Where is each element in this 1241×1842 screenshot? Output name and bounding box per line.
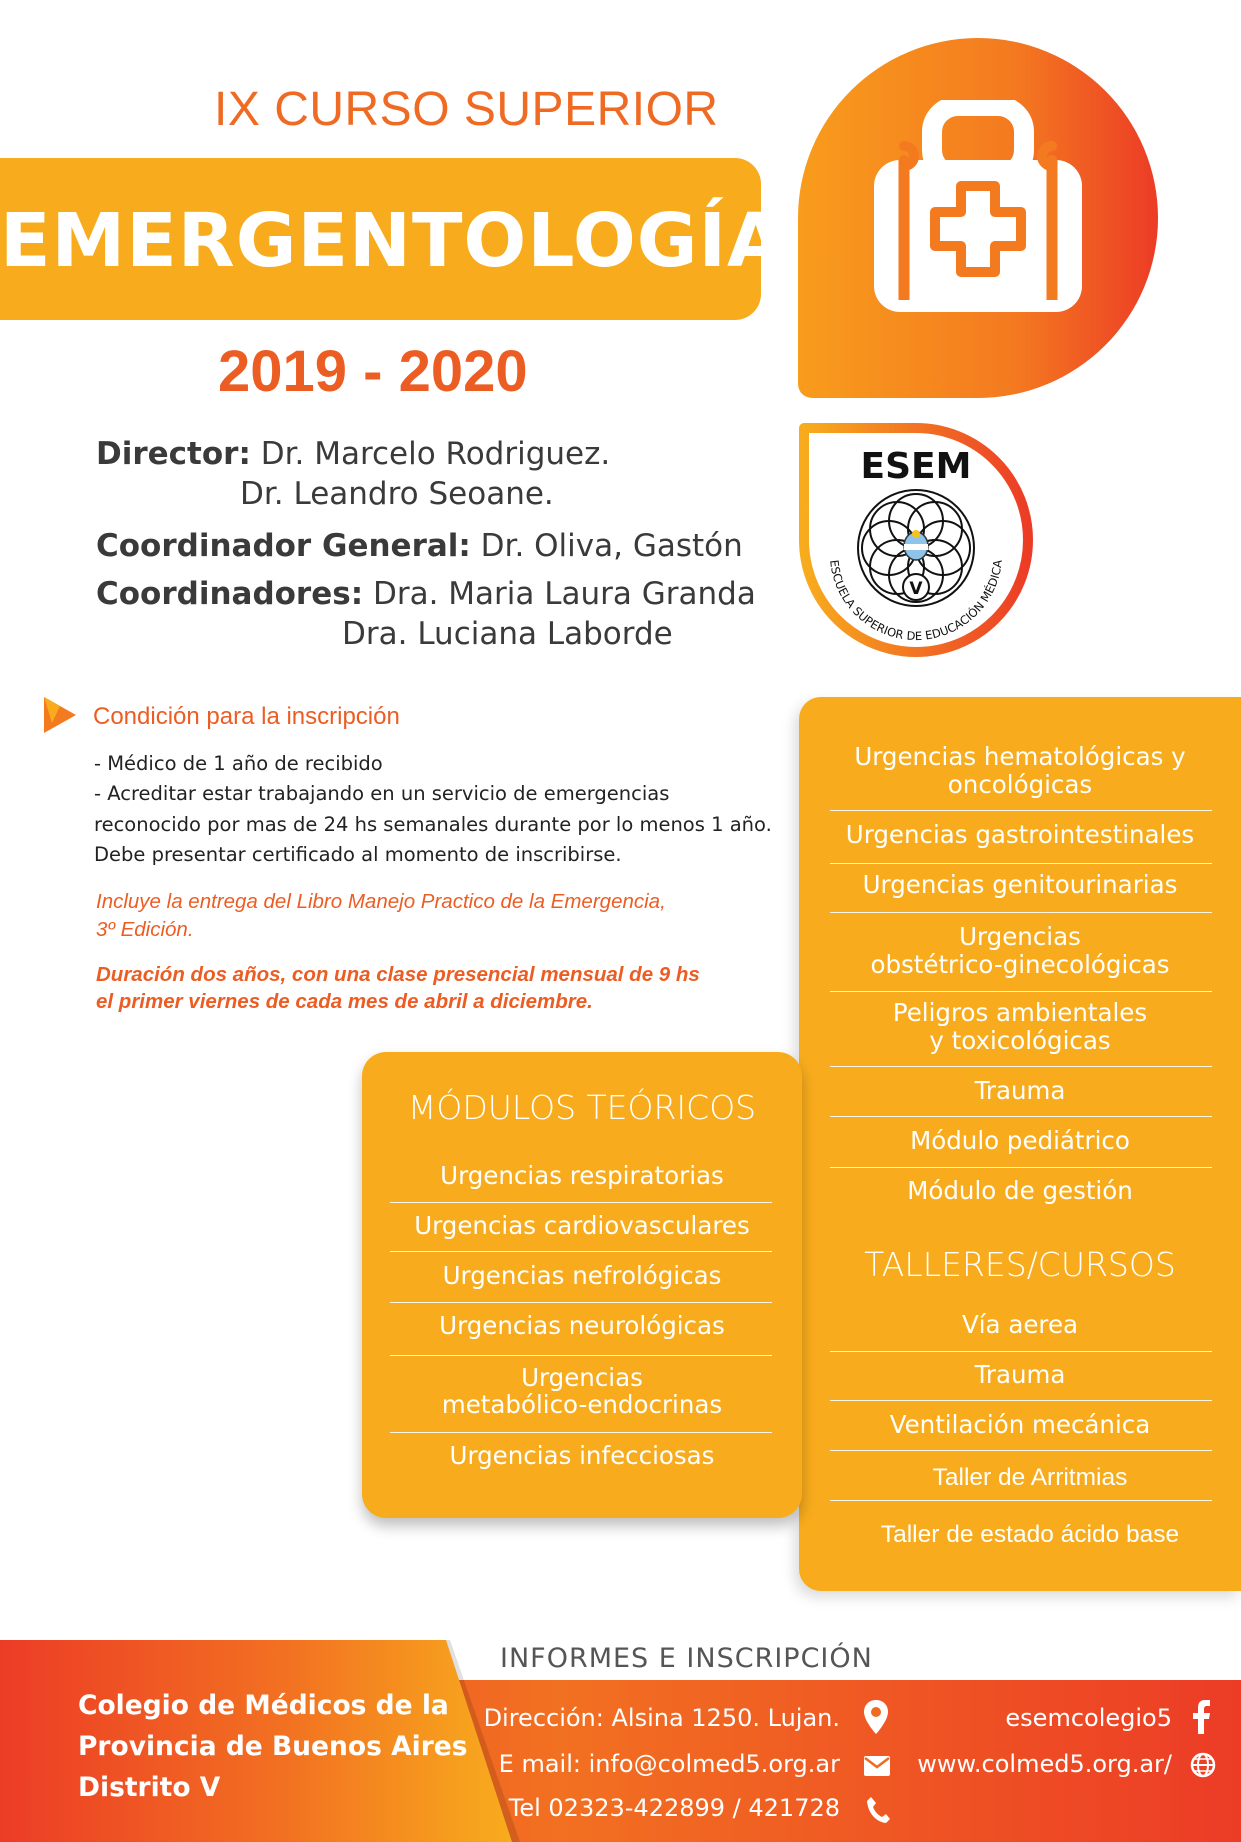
coordinators-label: Coordinadores: xyxy=(96,576,364,612)
divider xyxy=(830,810,1212,811)
envelope-icon xyxy=(864,1756,890,1776)
facebook-icon[interactable] xyxy=(1192,1700,1210,1734)
course-kicker: IX CURSO SUPERIOR xyxy=(214,83,719,136)
globe-icon xyxy=(1190,1752,1216,1778)
location-pin-icon xyxy=(864,1700,888,1734)
conditions-heading: Condición para la inscripción xyxy=(93,703,400,730)
course-title: EMERGENTOLOGÍA xyxy=(0,198,786,284)
workshop-item: Ventilación mecánica xyxy=(889,1410,1151,1439)
divider xyxy=(830,863,1212,864)
divider xyxy=(390,1432,772,1433)
phone-icon xyxy=(866,1796,890,1824)
module-item: Módulo pediátrico xyxy=(910,1126,1130,1155)
workshop-item: Vía aerea xyxy=(961,1310,1079,1339)
module-item: Módulo de gestión xyxy=(907,1176,1133,1205)
director-label: Director: xyxy=(96,436,251,472)
facebook-handle[interactable]: esemcolegio5 xyxy=(1005,1704,1172,1732)
workshops-title: TALLERES/CURSOS xyxy=(864,1245,1176,1284)
module-item: Urgencias genitourinarias xyxy=(862,870,1178,899)
logo-ring-text: ESCUELA SUPERIOR DE EDUCACIÓN MÉDICA xyxy=(827,559,1005,644)
divider xyxy=(830,1116,1212,1117)
coordinator-name-2: Dra. Luciana Laborde xyxy=(342,616,673,652)
coord-general-label: Coordinador General: xyxy=(96,528,471,564)
coord-general-name: Dr. Oliva, Gastón xyxy=(480,528,743,564)
website-link[interactable]: www.colmed5.org.ar/ xyxy=(917,1750,1172,1778)
logo-badge: V xyxy=(909,579,923,599)
divider xyxy=(830,991,1212,992)
coordinators-line xyxy=(96,576,756,612)
divider xyxy=(390,1355,772,1356)
module-item: oncológicas xyxy=(947,770,1093,799)
play-arrow-icon xyxy=(44,697,76,733)
org-name-2: Provincia de Buenos Aires xyxy=(78,1731,468,1762)
module-item: Urgencias xyxy=(521,1363,643,1392)
book-note-2: 3º Edición. xyxy=(96,918,194,941)
module-item: Urgencias hematológicas y xyxy=(854,742,1186,771)
module-item: Urgencias infecciosas xyxy=(449,1441,715,1470)
condition-line-2: - Acreditar estar trabajando en un servicio de emergencias xyxy=(94,782,670,805)
theory-modules-panel xyxy=(362,1052,802,1518)
condition-line-1: - Médico de 1 año de recibido xyxy=(94,752,383,775)
director-name-2: Dr. Leandro Seoane. xyxy=(240,476,554,512)
workshop-item: Trauma xyxy=(974,1360,1066,1389)
duration-note-1: Duración dos años, con una clase presencial mensual de 9 hs xyxy=(96,963,700,986)
module-item: y toxicológicas xyxy=(929,1026,1111,1055)
divider xyxy=(830,1167,1212,1168)
divider xyxy=(390,1251,772,1252)
module-item: Urgencias respiratorias xyxy=(440,1161,724,1190)
duration-note-2: el primer viernes de cada mes de abril a diciembre. xyxy=(96,990,593,1013)
condition-line-4: Debe presentar certificado al momento de inscribirse. xyxy=(94,843,622,866)
right-modules-panel xyxy=(799,697,1241,1591)
coord-general-line xyxy=(96,528,743,564)
course-years: 2019 - 2020 xyxy=(218,339,528,404)
module-item: Urgencias gastrointestinales xyxy=(845,820,1195,849)
condition-line-3: reconocido por mas de 24 hs semanales durante por lo menos 1 año. xyxy=(94,813,772,836)
module-item: metabólico-endocrinas xyxy=(441,1390,723,1419)
divider xyxy=(830,1400,1212,1401)
divider xyxy=(830,1500,1212,1501)
contact-phone[interactable]: Tel 02323-422899 / 421728 xyxy=(508,1794,840,1822)
module-item: Trauma xyxy=(974,1076,1066,1105)
medical-kit-icon xyxy=(870,100,1086,316)
divider xyxy=(390,1202,772,1203)
module-item: Urgencias xyxy=(959,922,1081,951)
director-line xyxy=(96,436,610,472)
module-item: Urgencias neurológicas xyxy=(439,1311,725,1340)
informes-heading: INFORMES E INSCRIPCIÓN xyxy=(500,1643,873,1674)
module-item: Urgencias cardiovasculares xyxy=(414,1211,750,1240)
divider xyxy=(830,1450,1212,1451)
divider xyxy=(830,1351,1212,1352)
esem-logo xyxy=(790,414,1042,666)
director-name-1: Dr. Marcelo Rodriguez. xyxy=(260,436,611,472)
module-item: Urgencias nefrológicas xyxy=(442,1261,722,1290)
contact-email[interactable]: E mail: info@colmed5.org.ar xyxy=(498,1750,840,1778)
module-item: Peligros ambientales xyxy=(892,998,1148,1027)
divider xyxy=(830,912,1212,913)
modules-title: MÓDULOS TEÓRICOS xyxy=(407,1088,757,1127)
divider xyxy=(830,1066,1212,1067)
workshop-item: Taller de estado ácido base xyxy=(880,1521,1180,1548)
workshop-item: Taller de Arritmias xyxy=(932,1464,1128,1491)
org-name-1: Colegio de Médicos de la xyxy=(78,1690,449,1721)
org-name-3: Distrito V xyxy=(78,1772,221,1803)
divider xyxy=(390,1302,772,1303)
contact-address: Dirección: Alsina 1250. Lujan. xyxy=(483,1704,840,1732)
book-note-1: Incluye la entrega del Libro Manejo Practico de la Emergencia, xyxy=(96,890,666,913)
module-item: obstétrico-ginecológicas xyxy=(870,950,1170,979)
logo-acronym: ESEM xyxy=(860,446,972,487)
coordinator-name-1: Dra. Maria Laura Granda xyxy=(372,576,756,612)
